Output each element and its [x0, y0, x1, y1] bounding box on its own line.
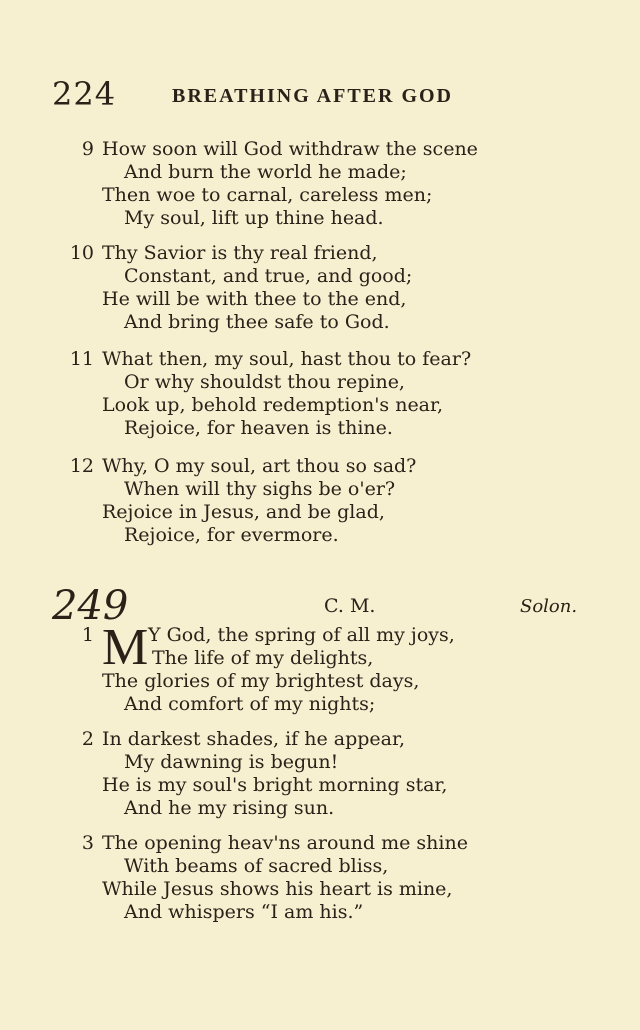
verse-line: He is my soul's bright morning star,: [102, 774, 448, 796]
verse-9: [64, 138, 584, 230]
verse-line: And comfort of my nights;: [124, 693, 376, 715]
verse-line: Thy Savior is thy real friend,: [102, 242, 378, 264]
hymn-tune: Solon.: [520, 596, 578, 617]
verse-line: My soul, lift up thine head.: [124, 207, 384, 229]
drop-cap: M: [102, 619, 149, 676]
verse-number: 3: [81, 832, 94, 854]
verse-line: When will thy sighs be o'er?: [124, 478, 396, 500]
verse-line: Look up, behold redemption's near,: [102, 394, 444, 416]
verse-line: Constant, and true, and good;: [124, 265, 413, 287]
verse-number: 1: [81, 624, 94, 646]
page-header: [52, 76, 612, 116]
verse-number: 12: [69, 455, 94, 477]
verse-line: Why, O my soul, art thou so sad?: [102, 455, 417, 477]
verse-line: What then, my soul, hast thou to fear?: [102, 348, 472, 370]
verse-line: The glories of my brightest days,: [102, 670, 420, 692]
verse-line: Y God, the spring of all my joys,: [148, 624, 455, 646]
verse-number: 10: [69, 242, 94, 264]
verse-line: In darkest shades, if he appear,: [102, 728, 406, 750]
verse-line: And burn the world he made;: [124, 161, 407, 183]
verse-number: 2: [81, 728, 94, 750]
verse-line: With beams of sacred bliss,: [124, 855, 389, 877]
verse-number: 9: [81, 138, 94, 160]
verse-11: [64, 348, 584, 440]
verse-line: Or why shouldst thou repine,: [124, 371, 405, 393]
verse-10: [64, 242, 584, 334]
verse-line: My dawning is begun!: [124, 751, 339, 773]
hymn-verse-3: [64, 832, 584, 924]
hymn-verse-2: [64, 728, 584, 820]
verse-12: [64, 455, 584, 547]
hymn-verse-1: [64, 619, 584, 716]
page-number: 224: [52, 75, 117, 113]
verse-line: While Jesus shows his heart is mine,: [102, 878, 453, 900]
verse-line: Then woe to carnal, careless men;: [102, 184, 433, 206]
verse-line: Rejoice, for heaven is thine.: [124, 417, 393, 439]
verse-line: The opening heav'ns around me shine: [102, 832, 468, 854]
hymn-number: 249: [52, 583, 129, 629]
verse-line: Rejoice, for evermore.: [124, 524, 339, 546]
verse-line: And bring thee safe to God.: [124, 311, 390, 333]
verse-line: Rejoice in Jesus, and be glad,: [102, 501, 385, 523]
verse-number: 11: [69, 348, 94, 370]
verse-line: And whispers “I am his.”: [124, 901, 364, 923]
verse-line: How soon will God withdraw the scene: [102, 138, 478, 160]
verse-line: He will be with thee to the end,: [102, 288, 407, 310]
verse-line: And he my rising sun.: [124, 797, 335, 819]
running-title: BREATHING AFTER GOD: [172, 85, 453, 107]
hymn-meter: C. M.: [324, 595, 376, 617]
verse-line: The life of my delights,: [152, 647, 374, 669]
